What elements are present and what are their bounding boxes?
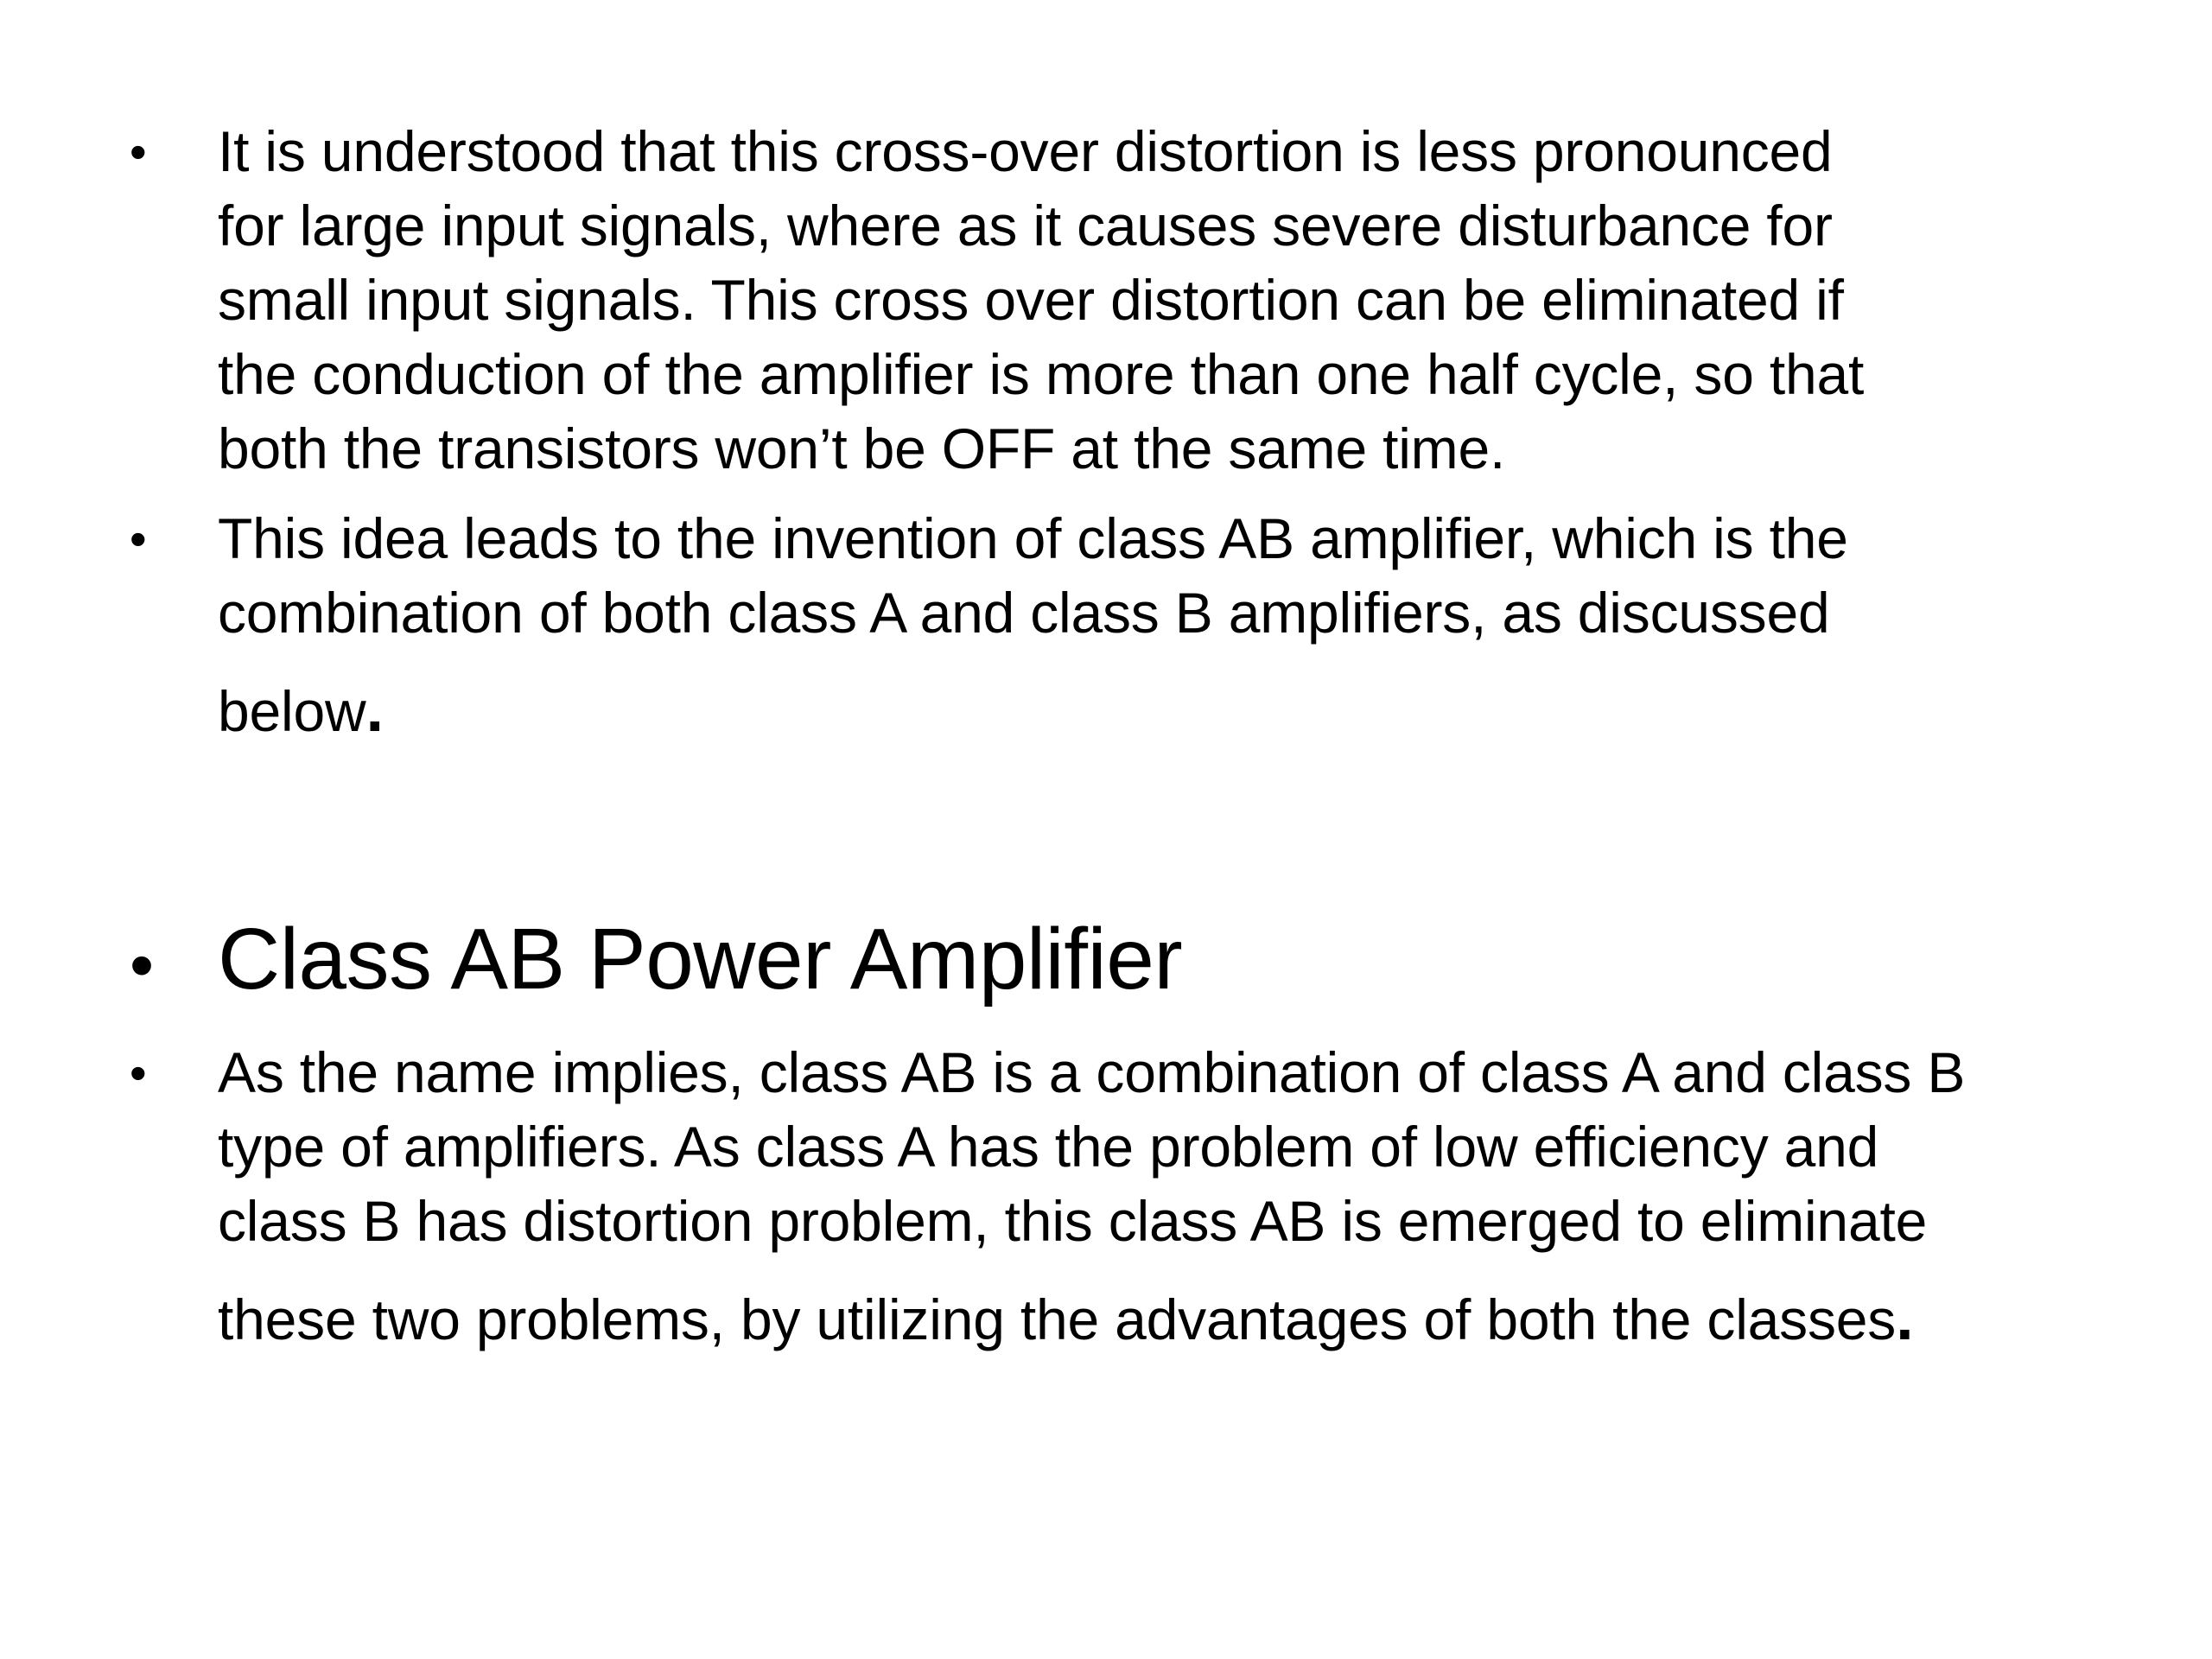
text-line — [218, 1281, 2117, 1357]
text-line-content: below — [218, 679, 366, 743]
text-line-content: these two problems, by utilizing the advantages of both the classes — [218, 1287, 1897, 1351]
paragraph-3-text — [218, 1035, 2117, 1357]
bullet-paragraph-2 — [130, 501, 2117, 748]
bullet-marker: • — [130, 1046, 147, 1100]
text-line: small input signals. This cross over distortion can be eliminated if — [218, 268, 1844, 332]
section-heading: Class AB Power Amplifier — [218, 911, 1183, 1007]
text-line: both the transistors won’t be OFF at the same time. — [218, 416, 1506, 480]
paragraph-1-text — [218, 114, 2117, 486]
text-line: for large input signals, where as it causes severe disturbance for — [218, 194, 1833, 257]
text-line: combination of both class A and class B amplifiers, as discussed — [218, 581, 1830, 645]
bullet-marker: • — [130, 512, 147, 566]
text-line: class B has distortion problem, this class AB is emerged to eliminate — [218, 1189, 1928, 1253]
end-mark: . — [365, 673, 384, 745]
text-line: This idea leads to the invention of class AB amplifier, which is the — [218, 506, 1848, 570]
text-line: As the name implies, class AB is a combination of class A and class B — [218, 1040, 1966, 1104]
text-line — [218, 672, 2117, 748]
bullet-marker: • — [130, 124, 147, 179]
paragraph-2-text — [218, 501, 2117, 748]
text-line: It is understood that this cross-over distortion is less pronounced — [218, 119, 1833, 183]
text-line: type of amplifiers. As class A has the problem of low efficiency and — [218, 1115, 1879, 1179]
bullet-paragraph-1 — [130, 114, 2117, 486]
bullet-marker: • — [130, 926, 155, 1003]
bullet-heading — [130, 912, 2117, 1007]
text-line: the conduction of the amplifier is more than one half cycle, so that — [218, 342, 1865, 406]
end-mark: . — [1896, 1281, 1914, 1353]
bullet-paragraph-3 — [130, 1035, 2117, 1357]
